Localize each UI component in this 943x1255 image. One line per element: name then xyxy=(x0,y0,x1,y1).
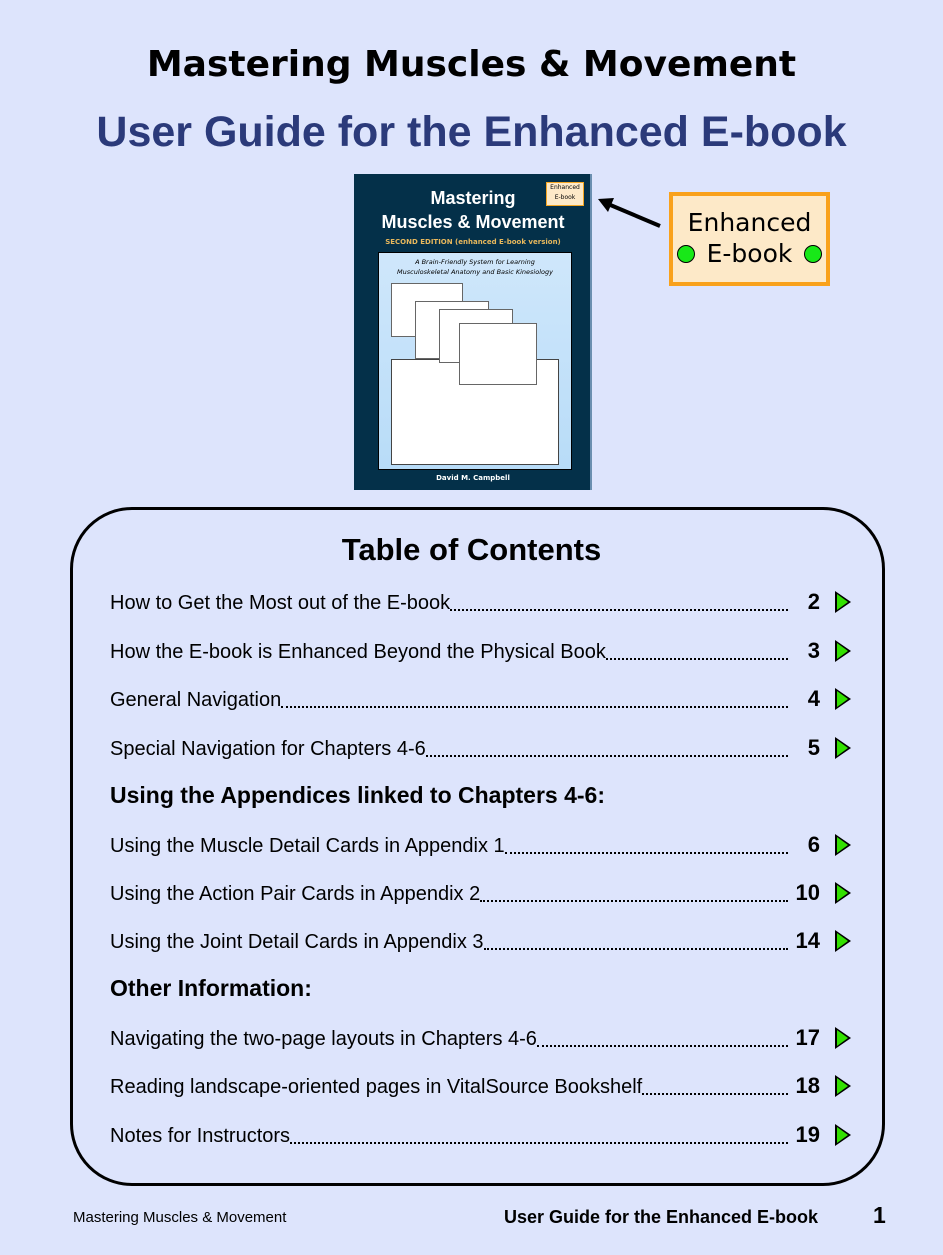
footer-right: User Guide for the Enhanced E-book xyxy=(504,1207,819,1227)
cover-subtitle-2: Musculoskeletal Anatomy and Basic Kinesiology xyxy=(397,268,553,276)
toc-entry[interactable] xyxy=(110,1073,820,1099)
dot-leader xyxy=(642,1093,788,1095)
toc-section-heading: Using the Appendices linked to Chapters 4-6: xyxy=(110,782,606,808)
toc-entry-label[interactable]: General Navigation xyxy=(110,689,282,711)
toc-entry[interactable] xyxy=(110,880,820,906)
toc-entry[interactable] xyxy=(110,1122,820,1148)
cover-subtitle-1: A Brain-Friendly System for Learning xyxy=(415,258,535,266)
toc-entry[interactable] xyxy=(110,686,820,712)
toc-entry[interactable] xyxy=(110,928,820,954)
toc-entry[interactable] xyxy=(110,735,820,761)
toc-title: Table of Contents xyxy=(341,532,602,567)
go-arrow-icon[interactable] xyxy=(835,737,851,759)
dot-leader xyxy=(281,706,788,708)
toc-page-number[interactable]: 18 xyxy=(795,1073,820,1098)
enhanced-ebook-badge xyxy=(669,192,830,286)
go-arrow-icon[interactable] xyxy=(835,688,851,710)
guide-title: User Guide for the Enhanced E-book xyxy=(96,108,847,156)
toc-entry-label[interactable]: Using the Joint Detail Cards in Appendix 3 xyxy=(110,931,484,953)
book-cover-image xyxy=(354,174,592,490)
toc-entry[interactable] xyxy=(110,832,820,858)
cover-title-line1: Mastering xyxy=(430,188,516,208)
toc-entry-label[interactable]: Reading landscape-oriented pages in VitalSource Bookshelf xyxy=(110,1076,643,1098)
dot-leader xyxy=(480,900,788,902)
go-arrow-icon[interactable] xyxy=(835,930,851,952)
toc-entry-label[interactable]: How to Get the Most out of the E-book xyxy=(110,592,451,614)
toc-entry[interactable] xyxy=(110,1025,820,1051)
toc-page-number[interactable]: 14 xyxy=(795,928,820,953)
toc-page-number[interactable]: 2 xyxy=(807,589,820,614)
cover-title-line2: Muscles & Movement xyxy=(381,212,565,232)
cover-badge-line1: Enhanced xyxy=(550,184,580,191)
dot-leader xyxy=(290,1142,788,1144)
dot-leader xyxy=(426,755,788,757)
go-arrow-icon[interactable] xyxy=(835,591,851,613)
badge-line1: Enhanced xyxy=(687,208,812,237)
cover-badge-line2: E-book xyxy=(554,194,576,201)
cover-artwork xyxy=(378,252,572,470)
cover-card xyxy=(459,323,537,385)
arrow-icon xyxy=(596,196,662,230)
toc-entry-label[interactable]: Using the Muscle Detail Cards in Appendix 1 xyxy=(110,835,505,857)
toc-entry[interactable] xyxy=(110,638,820,664)
dot-leader xyxy=(450,609,788,611)
toc-page-number[interactable]: 19 xyxy=(795,1122,820,1147)
toc-page-number[interactable]: 5 xyxy=(807,735,820,760)
toc-page-number[interactable]: 17 xyxy=(795,1025,820,1050)
cover-edition: SECOND EDITION (enhanced E-book version) xyxy=(385,238,561,246)
green-dot-icon xyxy=(677,245,695,263)
go-arrow-icon[interactable] xyxy=(835,640,851,662)
toc-entry-label[interactable]: Special Navigation for Chapters 4-6 xyxy=(110,738,426,760)
toc-page-number[interactable]: 4 xyxy=(807,686,820,711)
cover-author: David M. Campbell xyxy=(436,474,510,482)
dot-leader xyxy=(606,658,788,660)
go-arrow-icon[interactable] xyxy=(835,834,851,856)
toc-entry[interactable] xyxy=(110,589,820,615)
toc-entry-label[interactable]: Notes for Instructors xyxy=(110,1125,291,1147)
go-arrow-icon[interactable] xyxy=(835,882,851,904)
go-arrow-icon[interactable] xyxy=(835,1124,851,1146)
dot-leader xyxy=(505,852,788,854)
badge-line2: E-book xyxy=(706,239,793,268)
go-arrow-icon[interactable] xyxy=(835,1075,851,1097)
footer-left: Mastering Muscles & Movement xyxy=(73,1209,287,1226)
toc-entry-label[interactable]: Using the Action Pair Cards in Appendix 2 xyxy=(110,883,481,905)
dot-leader xyxy=(484,948,788,950)
toc-section-heading: Other Information: xyxy=(110,975,312,1001)
green-dot-icon xyxy=(804,245,822,263)
toc-entry-label[interactable]: How the E-book is Enhanced Beyond the Physical Book xyxy=(110,641,606,663)
toc-page-number[interactable]: 10 xyxy=(795,880,820,905)
toc-page-number[interactable]: 3 xyxy=(807,638,820,663)
toc-entry-label[interactable]: Navigating the two-page layouts in Chapters 4-6 xyxy=(110,1028,537,1050)
cover-enhanced-badge xyxy=(546,182,584,206)
dot-leader xyxy=(537,1045,788,1047)
book-title: Mastering Muscles & Movement xyxy=(146,44,797,85)
go-arrow-icon[interactable] xyxy=(835,1027,851,1049)
toc-page-number[interactable]: 6 xyxy=(807,832,820,857)
page-number: 1 xyxy=(873,1202,886,1228)
